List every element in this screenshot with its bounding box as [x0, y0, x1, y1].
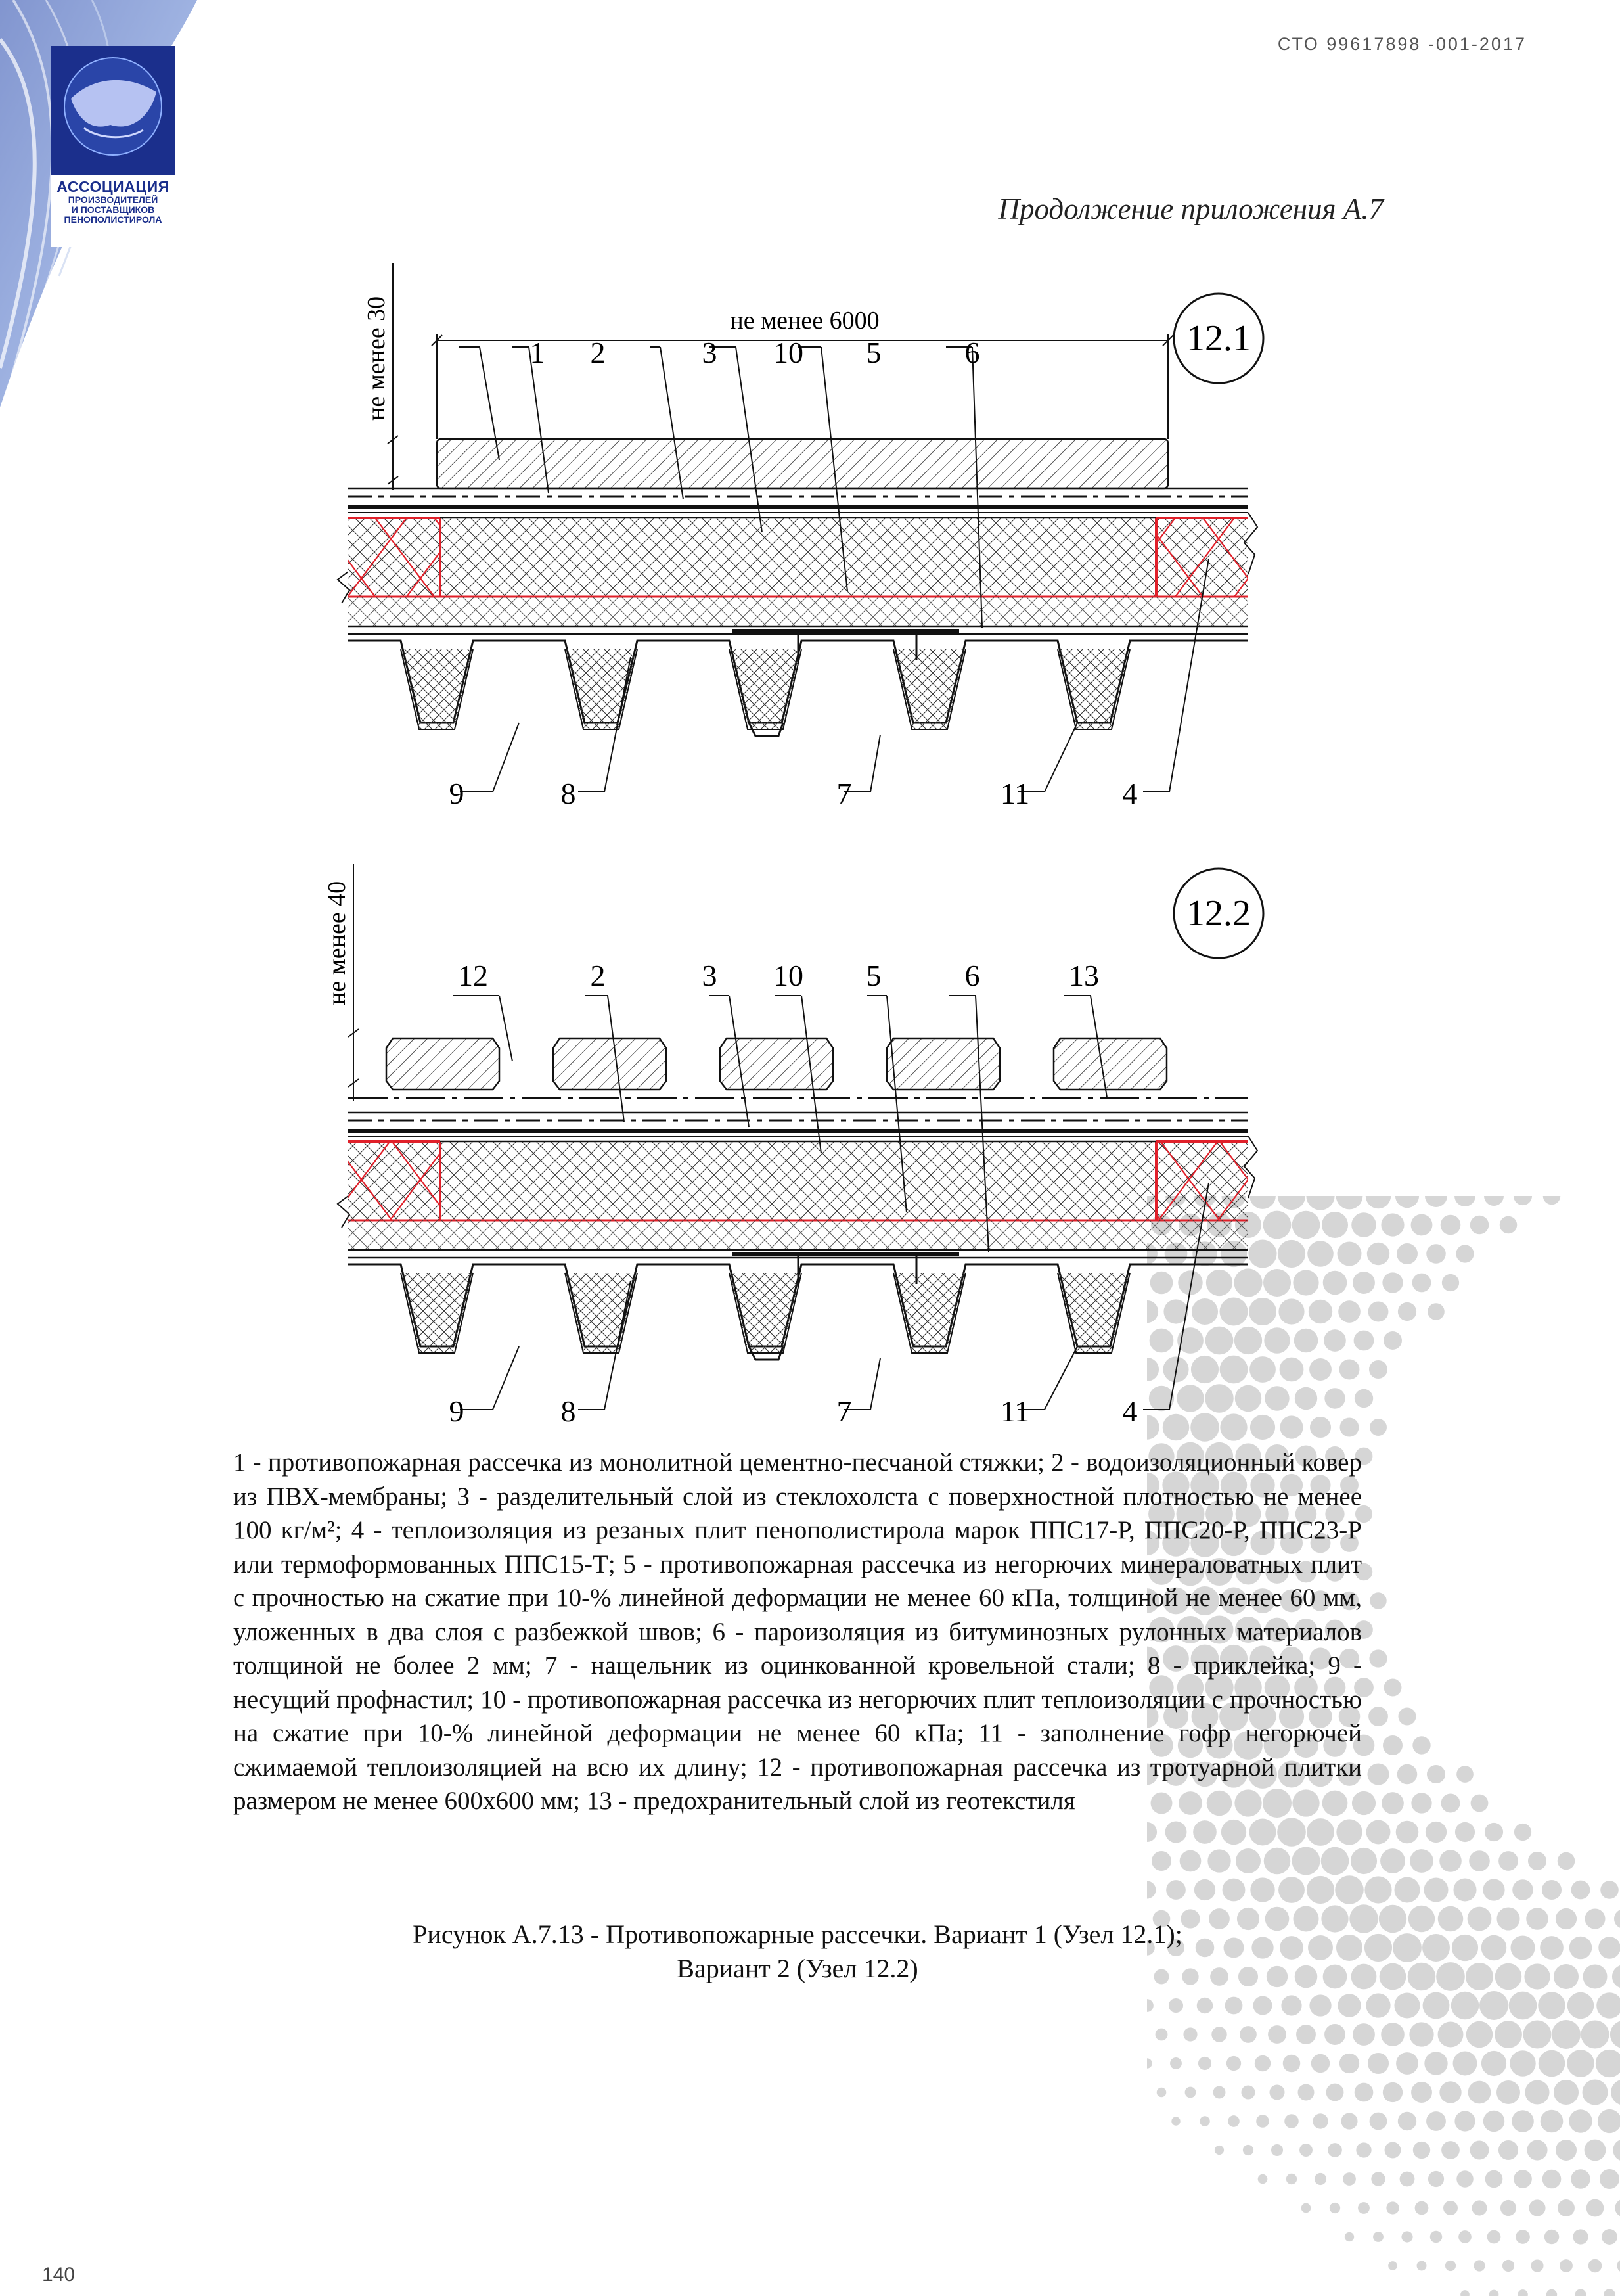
height-dimension-label: не менее 30	[363, 296, 390, 421]
callout-3: 3	[702, 959, 717, 992]
callout-11: 11	[1000, 1394, 1030, 1428]
association-logo	[51, 46, 175, 247]
page-number: 140	[42, 2264, 76, 2285]
document-number: СТО 99617898 -001-2017	[1277, 34, 1527, 54]
callout-6: 6	[964, 336, 980, 369]
callout-2: 2	[590, 959, 606, 992]
callout-13: 13	[1069, 959, 1099, 992]
logo-caption: АССОЦИАЦИЯ ПРОИЗВОДИТЕЛЕЙ И ПОСТАВЩИКОВ ПЕНОПОЛИСТИРОЛА	[56, 178, 169, 225]
callout-8: 8	[560, 777, 576, 810]
callout-8: 8	[560, 1394, 576, 1428]
caption-line-1: Рисунок А.7.13 - Противопожарные рассечки. Вариант 1 (Узел 12.1);	[413, 1919, 1182, 1949]
callout-10: 10	[773, 959, 803, 992]
width-dimension-label: не менее 6000	[730, 307, 880, 334]
globe-map-icon	[51, 46, 175, 175]
callout-9: 9	[449, 1394, 464, 1428]
callout-1: 1	[529, 336, 545, 369]
drawing-node-12-1	[302, 263, 1327, 828]
node-label: 12.1	[1186, 318, 1251, 359]
callout-10: 10	[773, 336, 803, 369]
callout-4: 4	[1122, 777, 1138, 810]
node-label: 12.2	[1186, 893, 1251, 934]
callout-12: 12	[458, 959, 488, 992]
callout-11: 11	[1000, 777, 1030, 810]
legend-text: 1 - противопожарная рассечка из монолитной цементно-песчаной стяжки; 2 - водоизоляционный ковер из ПВХ-мембраны; 3 - разделительный слой из стеклохолста с поверхностной плотностью не менее 100 кг/м²; 4 - теплоизоляция из резаных плит пенополистирола марок ППС17-Р, ППС20-Р, ППС23-Р или термоформованных ППС15-Т; 5 - противопожарная рассечка из негорючих минераловатных плит с прочностью на сжатие при 10-% линейной деформации не менее 60 кПа, толщиной не менее 60 мм, уложенных в два слоя с разбежкой швов; 6 - пароизоляция из битуминозных рулонных материалов толщиной не более 2 мм; 7 - нащельник из оцинкованной кровельной стали; 8 - приклейка; 9 - несущий профнастил; 10 - противопожарная рассечка из негорючих плит теплоизоляции с прочностью на сжатие при 10-% линейной деформации не менее 60 кПа; 11 - заполнение гофр негорючей сжимаемой теплоизоляцией на всю их длину; 12 - противопожарная рассечка из тротуарной плитки размером не менее 600х600 мм; 13 - предохранительный слой из геотекстиля	[233, 1448, 1362, 1815]
callout-9: 9	[449, 777, 464, 810]
callout-7: 7	[836, 1394, 852, 1428]
height-dimension-label: не менее 40	[323, 881, 351, 1005]
callout-2: 2	[590, 336, 606, 369]
drawing-node-12-2	[302, 864, 1327, 1429]
figure-caption	[233, 1917, 1362, 1986]
callout-5: 5	[866, 336, 882, 369]
callout-4: 4	[1122, 1394, 1138, 1428]
callout-5: 5	[866, 959, 882, 992]
caption-line-2: Вариант 2 (Узел 12.2)	[677, 1954, 918, 1983]
continuation-title: Продолжение приложения А.7	[998, 193, 1384, 225]
callout-6: 6	[964, 959, 980, 992]
callout-7: 7	[836, 777, 852, 810]
callout-3: 3	[702, 336, 717, 369]
